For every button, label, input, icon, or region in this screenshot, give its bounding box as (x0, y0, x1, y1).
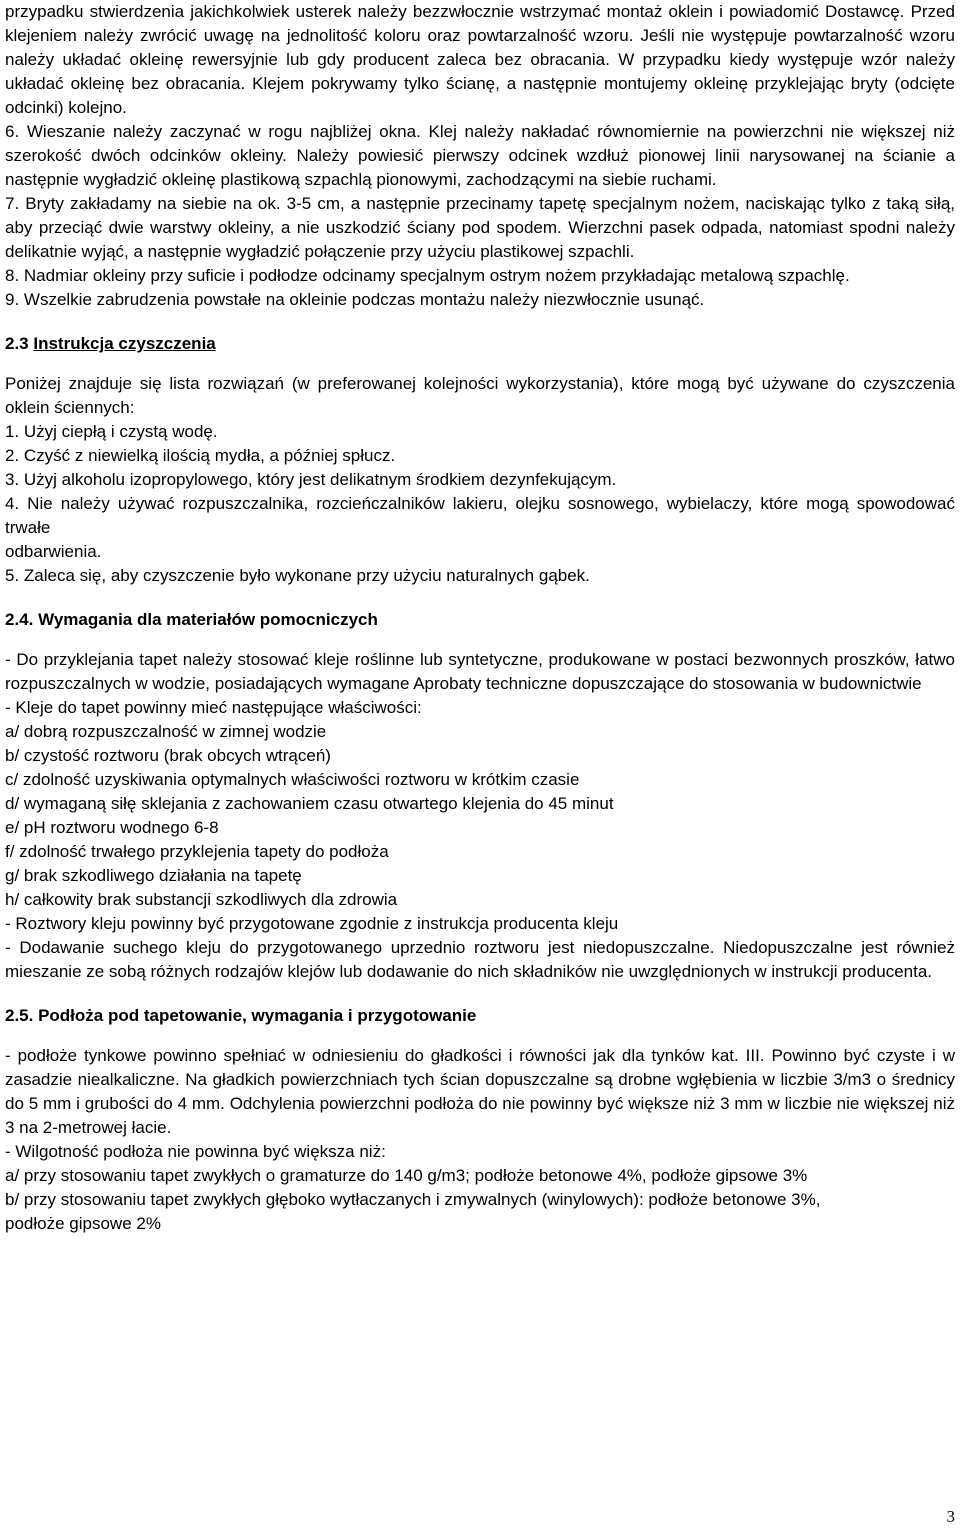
property-a: a/ dobrą rozpuszczalność w zimnej wodzie (5, 722, 327, 741)
cleaning-item-3: 3. Użyj alkoholu izopropylowego, który jest delikatnym środkiem dezynfekującym. (5, 470, 617, 489)
substrate-paragraph: - podłoże tynkowe powinno spełniać w odniesieniu do gładkości i równości jak dla tynków kat. III. Powinno być czyste i w zasadzie niealkaliczne. Na gładkich powierzchniach tych ścian dopuszczalne są drobne wgłębienia w liczbie 3/m3 o średnicy do 5 mm i grubości do 4 mm. Odchylenia powierzchni podłoża do nie powinny być większe niż 3 mm w liczbie nie większej niż 3 na 2-metrowej łacie. (5, 1046, 955, 1137)
cleaning-item-4: 4. Nie należy używać rozpuszczalnika, rozcieńczalników lakieru, olejku sosnowego, wybielaczy, które mogą spowodować trwałe (5, 494, 955, 537)
document-page (5, 0, 955, 1236)
section-2-3-title: Instrukcja czyszczenia (33, 334, 216, 353)
dry-adhesive-note: - Dodawanie suchego kleju do przygotowanego uprzednio roztworu jest niedopuszczalne. Niedopuszczalne jest również mieszanie ze sobą różnych rodzajów klejów lub dodawanie do nich składników nie uwzględnionych w instrukcji producenta. (5, 938, 955, 981)
property-b: b/ czystość roztworu (brak obcych wtrąceń) (5, 746, 331, 765)
property-g: g/ brak szkodliwego działania na tapetę (5, 866, 302, 885)
moisture-item-b-cont: podłoże gipsowe 2% (5, 1214, 161, 1233)
section-2-5-heading: 2.5. Podłoża pod tapetowanie, wymagania i przygotowanie (5, 1006, 477, 1025)
adhesive-solutions-note: - Roztwory kleju powinny być przygotowane zgodnie z instrukcja producenta kleju (5, 914, 619, 933)
page-number: 3 (946, 1507, 955, 1526)
moisture-intro: - Wilgotność podłoża nie powinna być większa niż: (5, 1142, 386, 1161)
property-h: h/ całkowity brak substancji szkodliwych dla zdrowia (5, 890, 398, 909)
section-2-3-number: 2.3 (5, 334, 29, 353)
section-2-3-heading (5, 332, 955, 356)
step-7-paragraph: 7. Bryty zakładamy na siebie na ok. 3-5 cm, a następnie przecinamy tapetę specjalnym nożem, naciskając tylko z taką siłą, aby przeciąć dwie warstwy okleiny, a nie uszkodzić ściany pod spodem. Wierzchni pasek odpada, natomiast spodni należy delikatnie wyjąć, a następnie wygładzić połączenie przy użyciu plastikowej szpachli. (5, 194, 955, 261)
cleaning-item-4-cont: odbarwienia. (5, 542, 102, 561)
moisture-item-b: b/ przy stosowaniu tapet zwykłych głęboko wytłaczanych i zmywalnych (winylowych): podłoże betonowe 3%, (5, 1190, 821, 1209)
intro-paragraph: przypadku stwierdzenia jakichkolwiek usterek należy bezzwłocznie wstrzymać montaż oklein i powiadomić Dostawcę. Przed klejeniem należy zwrócić uwagę na jednolitość koloru oraz powtarzalność wzoru. Jeśli nie występuje powtarzalność wzoru należy układać okleinę rewersyjnie lub gdy producent zaleca bez obracania. W przypadku kiedy występuje wzór należy układać okleinę bez obracania. Klejem pokrywamy tylko ścianę, a następnie montujemy okleinę przyklejając bryty (odcięte odcinki) kolejno. (5, 2, 955, 117)
section-2-4-heading: 2.4. Wymagania dla materiałów pomocniczych (5, 610, 378, 629)
step-8-paragraph: 8. Nadmiar okleiny przy suficie i podłodze odcinamy specjalnym ostrym nożem przykładając metalową szpachlę. (5, 266, 850, 285)
step-6-paragraph: 6. Wieszanie należy zaczynać w rogu najbliżej okna. Klej należy nakładać równomiernie na powierzchni nie większej niż szerokość dwóch odcinków okleiny. Należy powiesić pierwszy odcinek wzdłuż pionowej linii narysowanej na ścianie a następnie wygładzić okleinę plastikową szpachlą pionowymi, zachodzącymi na siebie ruchami. (5, 122, 955, 189)
moisture-item-a: a/ przy stosowaniu tapet zwykłych o gramaturze do 140 g/m3; podłoże betonowe 4%, podłoże gipsowe 3% (5, 1166, 808, 1185)
adhesives-paragraph: - Do przyklejania tapet należy stosować kleje roślinne lub syntetyczne, produkowane w postaci bezwonnych proszków, łatwo rozpuszczalnych w wodzie, posiadających wymagane Aprobaty techniczne dopuszczające do stosowania w budownictwie (5, 650, 955, 693)
step-9-paragraph: 9. Wszelkie zabrudzenia powstałe na okleinie podczas montażu należy niezwłocznie usunąć. (5, 290, 705, 309)
cleaning-item-1: 1. Użyj ciepłą i czystą wodę. (5, 422, 218, 441)
property-e: e/ pH roztworu wodnego 6-8 (5, 818, 219, 837)
cleaning-intro: Poniżej znajduje się lista rozwiązań (w preferowanej kolejności wykorzystania), które mogą być używane do czyszczenia oklein ściennych: (5, 374, 955, 417)
cleaning-item-5: 5. Zaleca się, aby czyszczenie było wykonane przy użyciu naturalnych gąbek. (5, 566, 590, 585)
adhesives-properties-intro: - Kleje do tapet powinny mieć następujące właściwości: (5, 698, 422, 717)
property-d: d/ wymaganą siłę sklejania z zachowaniem czasu otwartego klejenia do 45 minut (5, 794, 614, 813)
property-f: f/ zdolność trwałego przyklejenia tapety do podłoża (5, 842, 389, 861)
property-c: c/ zdolność uzyskiwania optymalnych właściwości roztworu w krótkim czasie (5, 770, 580, 789)
cleaning-item-2: 2. Czyść z niewielką ilością mydła, a później spłucz. (5, 446, 396, 465)
